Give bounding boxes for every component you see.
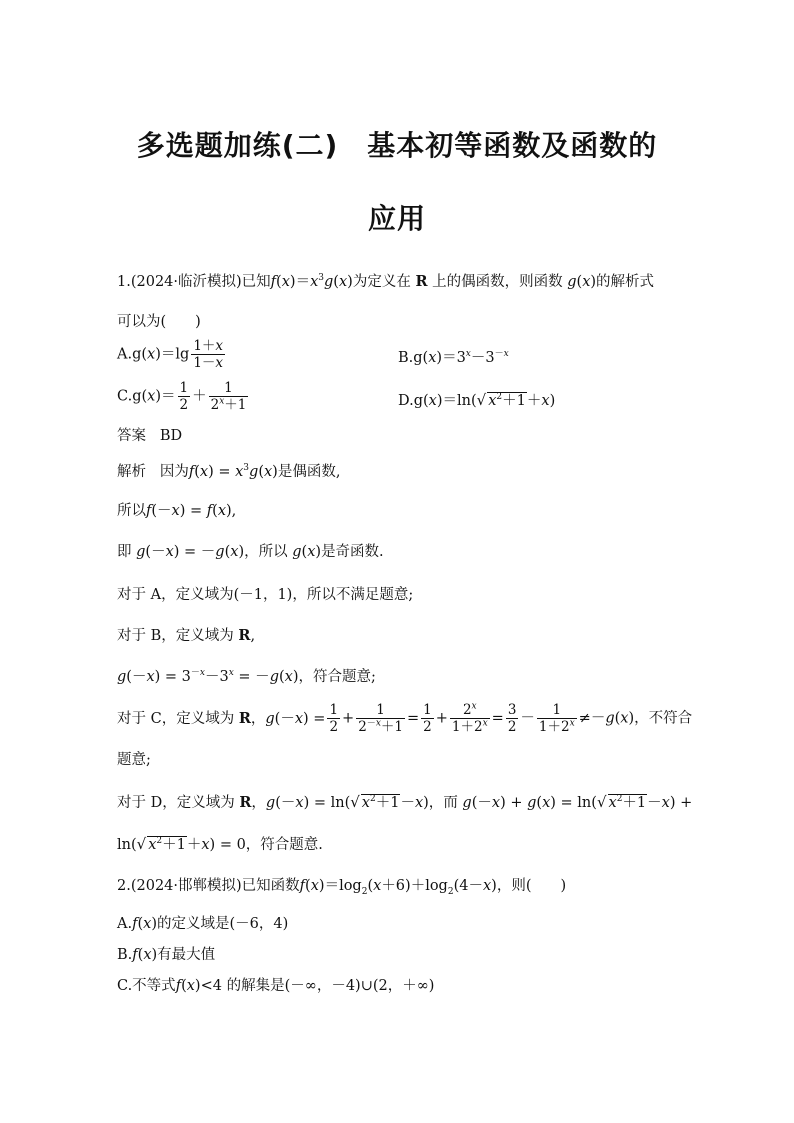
q2-stem: 2.(2024·邯郸模拟)已知函数$f(x)=\log_2(x+6)+\log_2(4-x)$，则( ) xyxy=(117,878,567,897)
q1-stem-line2: 可以为( ) xyxy=(117,314,201,330)
analysis-l3-text: 即 xyxy=(117,544,132,560)
q2-option-b: B.f(x)有最大值 xyxy=(117,947,216,963)
q1-stem-prefix: 1.(2024·临沂模拟)已知 xyxy=(117,274,271,290)
analysis-l9-text: 对于 D，定义域为 xyxy=(117,795,235,811)
q2-option-a-label: A. xyxy=(117,916,133,932)
q1-option-c-label: C. xyxy=(117,388,133,405)
q2-option-a-text: 的定义域是(－6，4) xyxy=(157,916,289,932)
analysis-line-5: 对于 B，定义域为 R, xyxy=(117,627,256,644)
q1-answer xyxy=(117,426,182,446)
q1-answer-value: BD xyxy=(159,428,183,444)
analysis-l5-text: 对于 B，定义域为 xyxy=(117,628,234,644)
analysis-l3-mid: ，所以 xyxy=(244,544,288,560)
q2-option-c-label: C.不等式 xyxy=(117,978,176,994)
q1-stem-suffix: 的解析式 xyxy=(596,274,655,290)
analysis-l7-end: ，不符合 xyxy=(634,710,693,727)
analysis-l7-text: 对于 C，定义域为 xyxy=(117,710,235,727)
q2-option-c-text: <4 的解集是(－∞，－4)∪(2，＋∞) xyxy=(200,978,435,994)
analysis-l10-end: ，符合题意. xyxy=(245,837,323,853)
analysis-l1-end: 是偶函数, xyxy=(277,464,341,480)
analysis-line-9: 对于 D，定义域为 R，g(－x) = ln(√ $x^2+1-x$)，而 g(－x) + g(x) = ln(√ $x^2+1-x$) + xyxy=(117,793,693,811)
q2-option-b-text: 有最大值 xyxy=(157,947,216,963)
analysis-line-8: 题意; xyxy=(117,752,151,768)
analysis-line-4: 对于 A，定义域为(－1，1)，所以不满足题意; xyxy=(117,587,414,603)
q1-option-b: $B.g(x)=3^x-3^{-x}$ xyxy=(398,349,509,366)
title-line-2: 应用 xyxy=(367,202,426,235)
q2-option-c: C.不等式f(x)<4 的解集是(－∞，－4)∪(2，＋∞) xyxy=(117,978,435,994)
q1-option-d: D.g(x)＝ln(√ $x^2+1+x$) xyxy=(398,391,556,409)
analysis-line-10: ln(√ $x^2+1+x) = 0$，符合题意. xyxy=(117,835,323,853)
q1-option-a: A.g(x)＝lg $\frac{1+x}{1-x}$ xyxy=(117,338,224,371)
q2-option-b-label: B. xyxy=(117,947,133,963)
analysis-l2-text: 所以 xyxy=(117,503,146,519)
analysis-line-6: $g(-x) = 3^{-x}-3^x = -g(x)$，符合题意; xyxy=(117,668,376,685)
q1-option-a-label: A. xyxy=(117,346,133,363)
analysis-l9-mid: 而 xyxy=(443,795,458,811)
q2-stem-end: ，则( ) xyxy=(496,878,567,894)
analysis-l6-end: ，符合题意; xyxy=(298,669,376,685)
analysis-l3-end: 是奇函数. xyxy=(321,544,384,560)
analysis-line-7: 对于 C，定义域为 R，g(－x) = $\frac{1}{2}$ + $\frac{1}{2^{-x}+1}$ = $\frac{1}{2}$ + $\frac{2^x}{1+2^x}$ = $\frac{3}{2}$ － $\frac{1}{1+2^x}$ ≠－g(x)，不符合 xyxy=(117,701,693,735)
q1-stem-mid: 为定义在 xyxy=(352,274,411,290)
q1-option-c: C.g(x)＝ $\frac{1}{2}$ ＋ $\frac{1}{2^x+1}$ xyxy=(117,380,247,413)
q1-stem: 1.(2024·临沂模拟)已知$f(x)=x^3g(x)$为定义在 R 上的偶函数，则函数 g(x)的解析式 xyxy=(117,273,655,290)
analysis-line-1: 解析 因为$f(x) = x^3g(x)$是偶函数, xyxy=(117,463,341,480)
q2-option-a: A.f(x)的定义域是(－6，4) xyxy=(117,916,289,932)
q1-option-b-label: B. xyxy=(398,350,414,366)
q1-answer-label: 答案 xyxy=(117,428,146,444)
analysis-line-2: 所以f(－x) = f(x), xyxy=(117,503,237,519)
q1-stem-mid2: 上的偶函数，则函数 xyxy=(432,274,563,290)
analysis-l1-text: 因为 xyxy=(159,464,189,480)
analysis-label: 解析 xyxy=(117,464,146,480)
q1-option-d-label: D. xyxy=(398,393,414,409)
title-line-1: 多选题加练(二) 基本初等函数及函数的 xyxy=(136,129,658,162)
analysis-line-3: 即 g(－x) = －g(x)，所以 g(x)是奇函数. xyxy=(117,544,384,560)
q2-stem-prefix: 2.(2024·邯郸模拟)已知函数 xyxy=(117,878,300,894)
